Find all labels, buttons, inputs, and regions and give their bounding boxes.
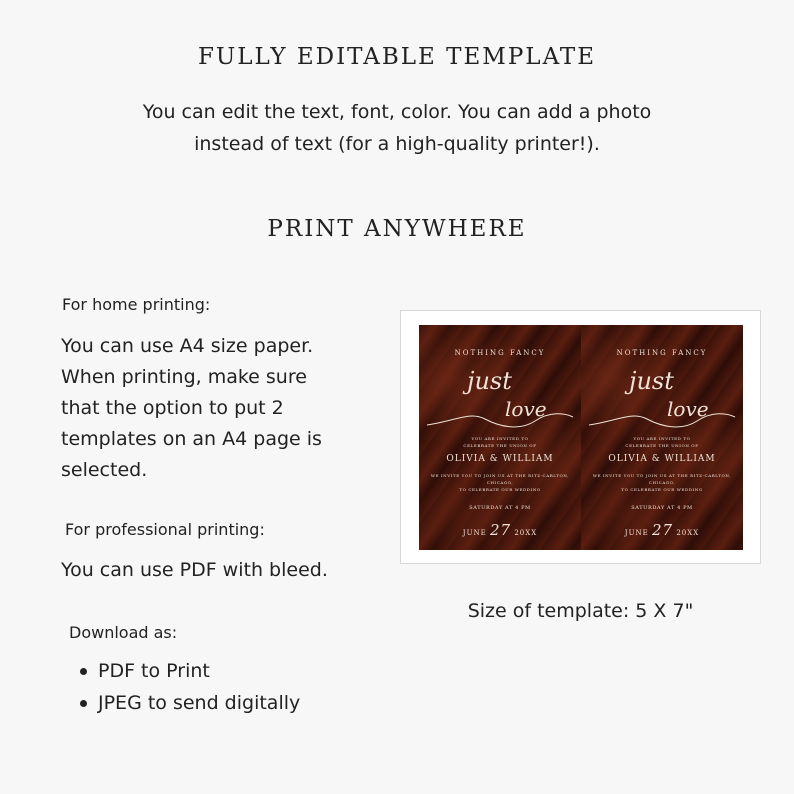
card-date-day: 27 (489, 521, 512, 539)
card-date-year: 20XX (676, 529, 700, 537)
download-list (72, 655, 300, 719)
invitation-card-left (419, 325, 581, 550)
card-details-2: CHICAGO, (648, 480, 676, 485)
script-swirl-icon (425, 403, 575, 433)
card-date-year: 20XX (514, 529, 538, 537)
card-details-1: WE INVITE YOU TO JOIN US AT THE RITZ-CARLTON, (430, 473, 570, 478)
card-details-1: WE INVITE YOU TO JOIN US AT THE RITZ-CARLTON, (592, 473, 732, 478)
card-details-2: CHICAGO, (486, 480, 514, 485)
home-printing-label: For home printing: (62, 295, 211, 314)
card-date-month: JUNE (624, 529, 649, 537)
home-line: When printing, make sure (61, 366, 307, 388)
card-names: OLIVIA & WILLIAM (446, 454, 554, 464)
script-swirl-icon (587, 403, 737, 433)
card-time: SATURDAY AT 4 PM (469, 505, 531, 511)
home-line: You can use A4 size paper. (61, 335, 314, 357)
card-details-3: TO CELEBRATE OUR WEDDING (621, 487, 703, 492)
card-invite-1: YOU ARE INVITED TO (471, 436, 529, 441)
professional-printing-label: For professional printing: (65, 520, 265, 539)
card-names: OLIVIA & WILLIAM (608, 454, 716, 464)
download-item-jpeg: JPEG to send digitally (72, 687, 300, 719)
card-invite-1: YOU ARE INVITED TO (633, 436, 691, 441)
card-script-love: love (667, 397, 709, 421)
card-date (581, 521, 743, 539)
template-size-caption: Size of template: 5 X 7" (467, 600, 694, 622)
download-label: Download as: (69, 623, 178, 642)
invitation-card-right (581, 325, 743, 550)
card-script-just: just (467, 367, 512, 395)
card-details-3: TO CELEBRATE OUR WEDDING (459, 487, 541, 492)
card-time: SATURDAY AT 4 PM (631, 505, 693, 511)
template-preview (400, 310, 761, 564)
professional-printing-text: You can use PDF with bleed. (61, 559, 328, 581)
editable-line-2: instead of text (for a high-quality printer!). (194, 133, 600, 155)
card-date-day: 27 (651, 521, 674, 539)
home-line: selected. (61, 459, 148, 481)
home-line: that the option to put 2 (61, 397, 284, 419)
card-date-month: JUNE (462, 529, 487, 537)
card-script-love: love (505, 397, 547, 421)
card-top-text: NOTHING FANCY (616, 349, 708, 357)
home-line: templates on an A4 page is (61, 428, 322, 450)
home-printing-text (61, 331, 381, 486)
editable-description (90, 96, 704, 160)
card-date (419, 521, 581, 539)
print-heading: PRINT ANYWHERE (267, 216, 527, 242)
download-item-pdf: PDF to Print (72, 655, 300, 687)
card-top-text: NOTHING FANCY (454, 349, 546, 357)
editable-heading: FULLY EDITABLE TEMPLATE (197, 44, 597, 70)
editable-line-1: You can edit the text, font, color. You can add a photo (142, 101, 652, 123)
card-invite-2: CELEBRATE THE UNION OF (463, 443, 537, 448)
card-script-just: just (629, 367, 674, 395)
card-invite-2: CELEBRATE THE UNION OF (625, 443, 699, 448)
